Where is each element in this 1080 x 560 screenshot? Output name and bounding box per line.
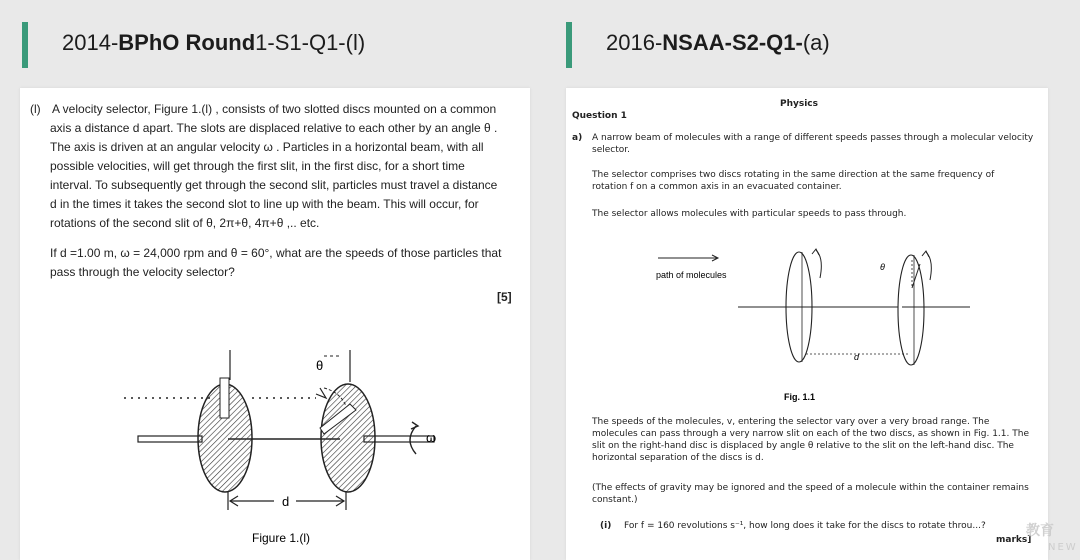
right-q-i: For f = 160 revolutions s⁻¹, how long does it take for the discs to rotate throu...?: [624, 521, 986, 531]
right-accent-bar: [566, 22, 572, 68]
right-part-a-line: selector.: [592, 145, 630, 155]
right-question-heading: Question 1: [572, 111, 627, 121]
right-para2-line: rotation f on a common axis in an evacuated container.: [592, 182, 842, 192]
right-header-prefix: 2016-: [606, 30, 663, 55]
left-p1-line: d in the times it takes the second slot to line up with the beam. This will occur, for: [50, 197, 479, 211]
right-figure-path-label: path of molecules: [656, 270, 727, 280]
left-p1-line: possible velocities, will get through the first slit, in the first disc, for a short time: [50, 159, 465, 173]
right-header-suffix: (a): [802, 30, 830, 55]
right-left-rotation-arrow-head: [812, 249, 819, 255]
right-right-rotation-arrow-head: [922, 251, 929, 257]
right-para4-line: The speeds of the molecules, v, entering the selector vary over a very broad range. The: [592, 417, 990, 427]
left-figure-caption: Figure 1.(l): [252, 531, 311, 545]
watermark-text: 教育: [1026, 523, 1054, 539]
right-header-title: [606, 30, 830, 56]
right-figure-d-label: d: [854, 352, 860, 362]
left-velocity-selector-figure: [20, 88, 530, 560]
left-p1-line: The axis is driven at an angular velocity ω . Particles in a horizontal beam, with all: [50, 140, 484, 154]
right-slotted-disc: [321, 384, 375, 492]
watermark-subtext: NEW: [1048, 542, 1078, 553]
right-marks: marks]: [996, 535, 1032, 545]
right-velocity-selector-figure: [566, 230, 1048, 430]
right-figure-caption: Fig. 1.1: [784, 392, 816, 402]
left-p1-line: A velocity selector, Figure 1.(l) , consists of two slotted discs mounted on a common: [52, 102, 497, 116]
left-p2-line: pass through the velocity selector?: [50, 265, 235, 279]
left-p2-line: If d =1.00 m, ω = 24,000 rpm and θ = 60°, what are the speeds of those particles that: [50, 246, 502, 260]
right-para4-line: horizontal separation of the discs is d.: [592, 453, 764, 463]
right-para2-line: The selector comprises two discs rotating in the same direction at the same frequency of: [592, 170, 995, 180]
theta-arrow: [316, 388, 326, 398]
right-para5-line: (The effects of gravity may be ignored and the speed of a molecule within the container remains: [592, 483, 1029, 493]
left-p1-line: axis a distance d apart. The slots are displaced relative to each other by an angle θ .: [50, 121, 498, 135]
left-figure-theta-label: θ: [316, 358, 324, 373]
omega-arrow-head: [411, 422, 418, 429]
right-q-i-label: (i): [600, 521, 612, 531]
axle-left-end: [138, 436, 202, 442]
right-para3: The selector allows molecules with particular speeds to pass through.: [592, 209, 907, 219]
watermark-logo: [990, 518, 1078, 558]
left-header-bold: BPhO Round: [118, 30, 256, 55]
left-figure-omega-label: ω: [426, 430, 437, 445]
left-document-page: [20, 88, 530, 560]
left-p1-line: interval. To subsequently get through the second slit, particles must travel a distance: [50, 178, 498, 192]
left-disc-slot: [220, 378, 229, 418]
left-question-label: (l): [30, 102, 41, 116]
right-right-disc: [898, 255, 924, 365]
right-document-page: [566, 88, 1048, 560]
left-header-title: [62, 30, 365, 56]
right-part-a-label: a): [572, 133, 583, 143]
left-p1-line: rotations of the second slit of θ, 2π+θ, 4π+θ ,.. etc.: [50, 216, 320, 230]
left-figure-d-label: d: [282, 494, 290, 509]
left-header-prefix: 2014-: [62, 30, 119, 55]
left-accent-bar: [22, 22, 28, 68]
left-marks: [5]: [497, 290, 512, 304]
right-part-a-line: A narrow beam of molecules with a range of different speeds passes through a molecular velocity: [592, 133, 1034, 143]
right-para4-line: slit on the right-hand disc is displaced by angle θ relative to the slit on the left-hand disc. The: [592, 441, 1014, 451]
right-header-bold: NSAA-S2-Q1-: [662, 30, 803, 55]
left-header-suffix: 1-S1-Q1-(l): [255, 30, 366, 55]
right-figure-theta-label: θ: [880, 262, 885, 272]
right-para5-line: constant.): [592, 495, 638, 505]
right-para4-line: molecules can pass through a very narrow slit on each of the two discs, as shown in Fig. 1.1. The: [592, 429, 1029, 439]
right-subject-heading: Physics: [780, 99, 819, 109]
